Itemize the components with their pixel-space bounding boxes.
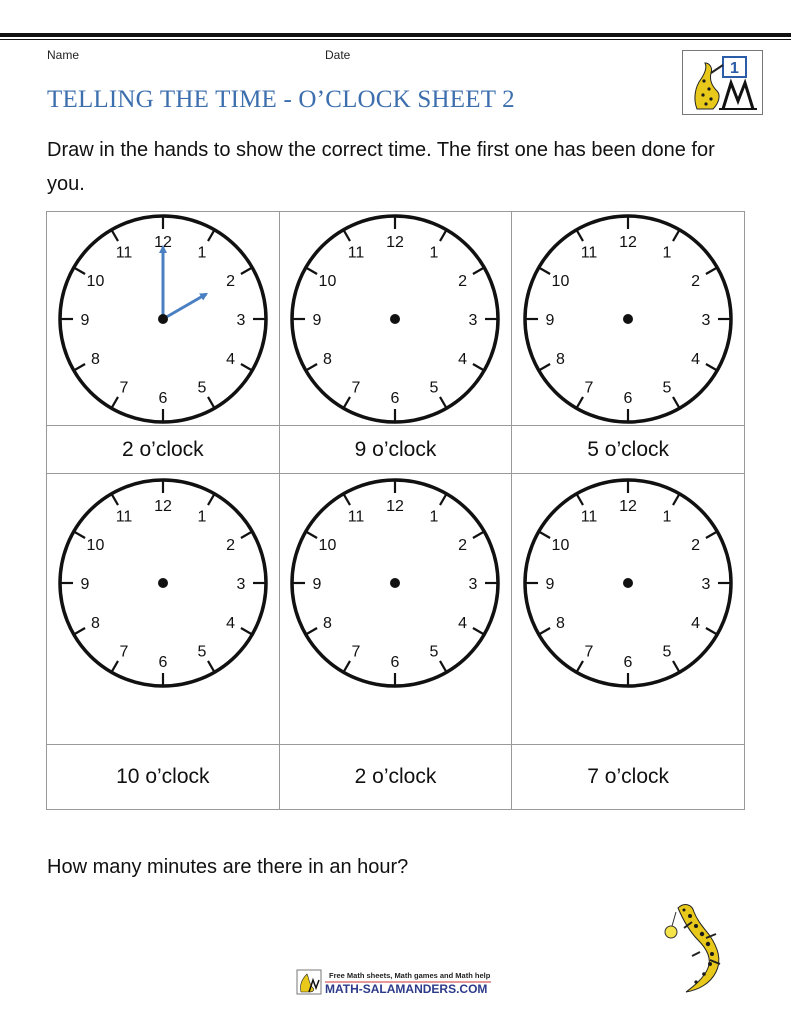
footer-logo[interactable] [295,966,495,1003]
clock-face [288,213,502,425]
clock-number: 9 [313,576,322,593]
clock-cell[interactable] [512,212,745,426]
clock-number: 7 [352,643,361,661]
clock-number: 8 [556,350,566,368]
clock-number: 10 [319,272,337,290]
clock-number: 12 [153,233,172,251]
clock-number: 5 [197,379,207,397]
clock-center-dot [390,314,400,324]
clock-label-cell [279,426,512,474]
clock-number: 4 [225,350,235,368]
clock-number: 10 [551,537,570,554]
clock-number: 9 [545,576,555,593]
salamander-icon [660,898,740,998]
grade-badge: 1 [730,60,739,77]
clock-number: 1 [662,508,672,526]
clock-label: 10 o’clock [116,765,210,788]
clock-label-cell [512,745,745,810]
clock-center-dot [623,578,633,588]
clock-number: 4 [691,350,701,368]
clock-face [521,477,735,689]
clock-number: 3 [236,576,246,593]
clock-number: 10 [86,537,105,554]
clock-number: 5 [430,643,439,661]
clock-cell[interactable] [512,474,745,745]
clock-number: 4 [458,350,468,368]
salamander-logo-icon [683,51,762,114]
top-rule [0,33,791,37]
clock-number: 12 [386,233,405,251]
clock-label: 9 o’clock [354,437,437,461]
clock-number: 5 [430,379,439,397]
clock-label-cell [512,426,745,474]
clock-number: 2 [458,272,468,290]
clock-number: 5 [662,643,672,661]
clock-number: 10 [319,537,337,554]
clock-table [46,211,745,810]
clock-number: 8 [556,615,566,632]
clock-number: 3 [701,576,711,593]
clock-number: 6 [391,654,400,671]
clock-cell[interactable] [279,474,512,745]
top-rule-thin [0,39,791,40]
clock-number: 3 [469,576,478,593]
clock-cell[interactable] [279,212,512,426]
clock-label: 2 o’clock [354,765,437,788]
clock-label: 7 o’clock [587,765,669,788]
clock-number: 11 [115,243,133,261]
clock-number: 4 [225,615,235,632]
clock-number: 8 [323,350,333,368]
clock-center-dot [158,578,168,588]
question: How many minutes are there in an hour? [47,856,409,878]
clock-label-cell [279,745,512,810]
clock-cell[interactable] [47,212,280,426]
footer-tagline: Free Math sheets, Math games and Math help [329,971,491,980]
clock-number: 1 [197,243,207,261]
clock-number: 10 [551,272,570,290]
clock-number: 3 [701,311,711,329]
clock-number: 8 [90,615,100,632]
footer-site: MATH-SALAMANDERS.COM [325,982,488,996]
clock-number: 4 [691,615,701,632]
clock-number: 3 [236,311,246,329]
clock-face [288,477,502,689]
clock-number: 1 [662,243,672,261]
clock-label-cell [47,745,280,810]
clock-number: 9 [545,311,555,329]
clock-number: 1 [430,508,439,526]
clock-number: 2 [225,537,235,554]
clock-number: 5 [197,643,207,661]
clock-cell[interactable] [47,474,280,745]
clock-number: 12 [619,498,638,515]
clock-face [521,213,735,425]
clock-number: 7 [352,379,361,397]
clock-number: 2 [691,272,701,290]
clock-number: 11 [580,508,598,526]
clock-number: 8 [323,615,333,632]
clock-number: 11 [348,243,365,261]
clock-number: 7 [584,379,594,397]
clock-number: 6 [158,654,168,671]
name-label: Name [47,48,80,62]
clock-number: 1 [430,243,439,261]
clock-number: 8 [90,350,100,368]
clock-number: 7 [119,379,129,397]
clock-label-cell [47,426,280,474]
clock-number: 5 [662,379,672,397]
clock-number: 1 [197,508,207,526]
clock-face [56,213,270,425]
clock-number: 6 [391,389,400,407]
clock-number: 10 [86,272,105,290]
clock-number: 12 [386,498,405,515]
clock-number: 2 [458,537,468,554]
clock-number: 11 [348,508,365,526]
clock-number: 11 [580,243,598,261]
sheet-title: TELLING THE TIME - O’CLOCK SHEET 2 [47,86,515,113]
clock-number: 11 [115,508,133,526]
date-label: Date [325,48,351,62]
clock-number: 2 [225,272,235,290]
instructions: Draw in the hands to show the correct time. The first one has been done for you. [47,139,715,195]
clock-number: 9 [80,311,90,329]
clock-number: 2 [691,537,701,554]
clock-number: 6 [623,654,633,671]
clock-number: 7 [119,643,129,661]
clock-number: 7 [584,643,594,661]
clock-center-dot [158,314,168,324]
clock-number: 6 [623,389,633,407]
clock-number: 4 [458,615,468,632]
clock-number: 9 [313,311,322,329]
clock-number: 3 [469,311,478,329]
clock-label: 5 o’clock [587,437,669,461]
logo-box [682,50,763,115]
clock-number: 12 [619,233,638,251]
clock-number: 6 [158,389,168,407]
clock-number: 12 [153,498,172,515]
clock-face [56,477,270,689]
clock-center-dot [390,578,400,588]
clock-number: 9 [80,576,90,593]
clock-center-dot [623,314,633,324]
clock-label: 2 o’clock [121,437,204,461]
